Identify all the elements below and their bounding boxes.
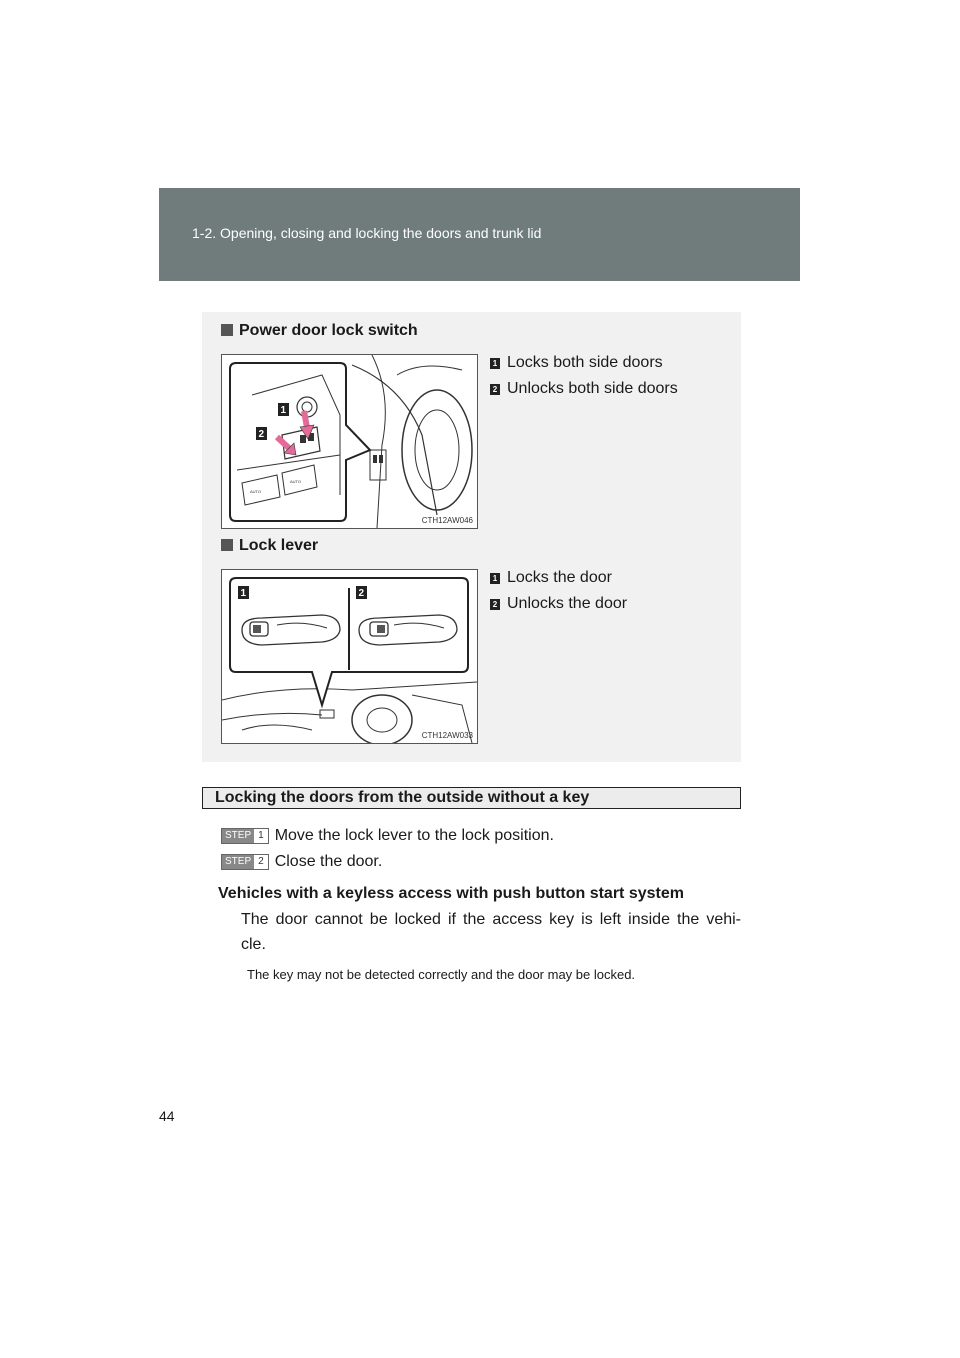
number-badge: 2	[490, 384, 500, 395]
figure-code: CTH12AW033	[421, 731, 473, 740]
keyless-paragraph-line-1: The door cannot be locked if the access key is left inside the vehi-	[241, 911, 741, 928]
page-number: 44	[159, 1108, 175, 1124]
auto-switch-label-2: AUTO	[290, 479, 302, 484]
legend-text: Locks the door	[507, 569, 612, 586]
lock-lever-illustration	[222, 570, 477, 743]
square-bullet-icon	[221, 539, 233, 551]
keyless-subheading: Vehicles with a keyless access with push button start system	[218, 885, 684, 902]
lock-lever-figure	[221, 569, 478, 744]
door-switch-illustration	[222, 355, 477, 528]
step-number: 2	[254, 855, 268, 869]
section-title-lock-lever	[221, 537, 318, 555]
header-band	[159, 188, 800, 281]
number-badge: 1	[490, 573, 500, 584]
page-header-title: 1-2. Opening, closing and locking the doors and trunk lid	[192, 225, 542, 241]
legend-item	[490, 565, 627, 591]
square-bullet-icon	[221, 324, 233, 336]
keyless-note: The key may not be detected correctly and the door may be locked.	[247, 967, 636, 982]
step-label: STEP	[222, 855, 254, 869]
step-2	[221, 853, 382, 871]
step-badge	[221, 854, 269, 870]
legend-power-door-lock	[490, 350, 678, 402]
step-text: Move the lock lever to the lock position.	[274, 827, 554, 844]
step-1	[221, 827, 554, 845]
auto-switch-label-1: AUTO	[250, 489, 262, 494]
lock-section-heading: Locking the doors from the outside without a key	[202, 787, 741, 809]
section-title-text: Power door lock switch	[239, 322, 418, 339]
keyless-paragraph-line-2: cle.	[241, 936, 266, 953]
section-title-power-door-lock	[221, 322, 418, 340]
callout-2-text: 2	[258, 429, 265, 440]
step-text: Close the door.	[274, 853, 383, 870]
step-number: 1	[254, 829, 268, 843]
legend-text: Unlocks the door	[507, 595, 628, 612]
figure-code: CTH12AW046	[421, 516, 473, 525]
callout-1-text: 1	[280, 405, 287, 416]
legend-item	[490, 376, 678, 402]
legend-lock-lever	[490, 565, 627, 617]
step-label: STEP	[222, 829, 254, 843]
callout-1-text: 1	[240, 588, 247, 599]
legend-text: Unlocks both side doors	[507, 380, 678, 397]
legend-item	[490, 591, 627, 617]
callout-2-text: 2	[358, 588, 365, 599]
legend-item	[490, 350, 678, 376]
number-badge: 1	[490, 358, 500, 369]
step-badge	[221, 828, 269, 844]
section-title-text: Lock lever	[239, 537, 319, 554]
legend-text: Locks both side doors	[507, 354, 663, 371]
number-badge: 2	[490, 599, 500, 610]
power-door-lock-figure	[221, 354, 478, 529]
